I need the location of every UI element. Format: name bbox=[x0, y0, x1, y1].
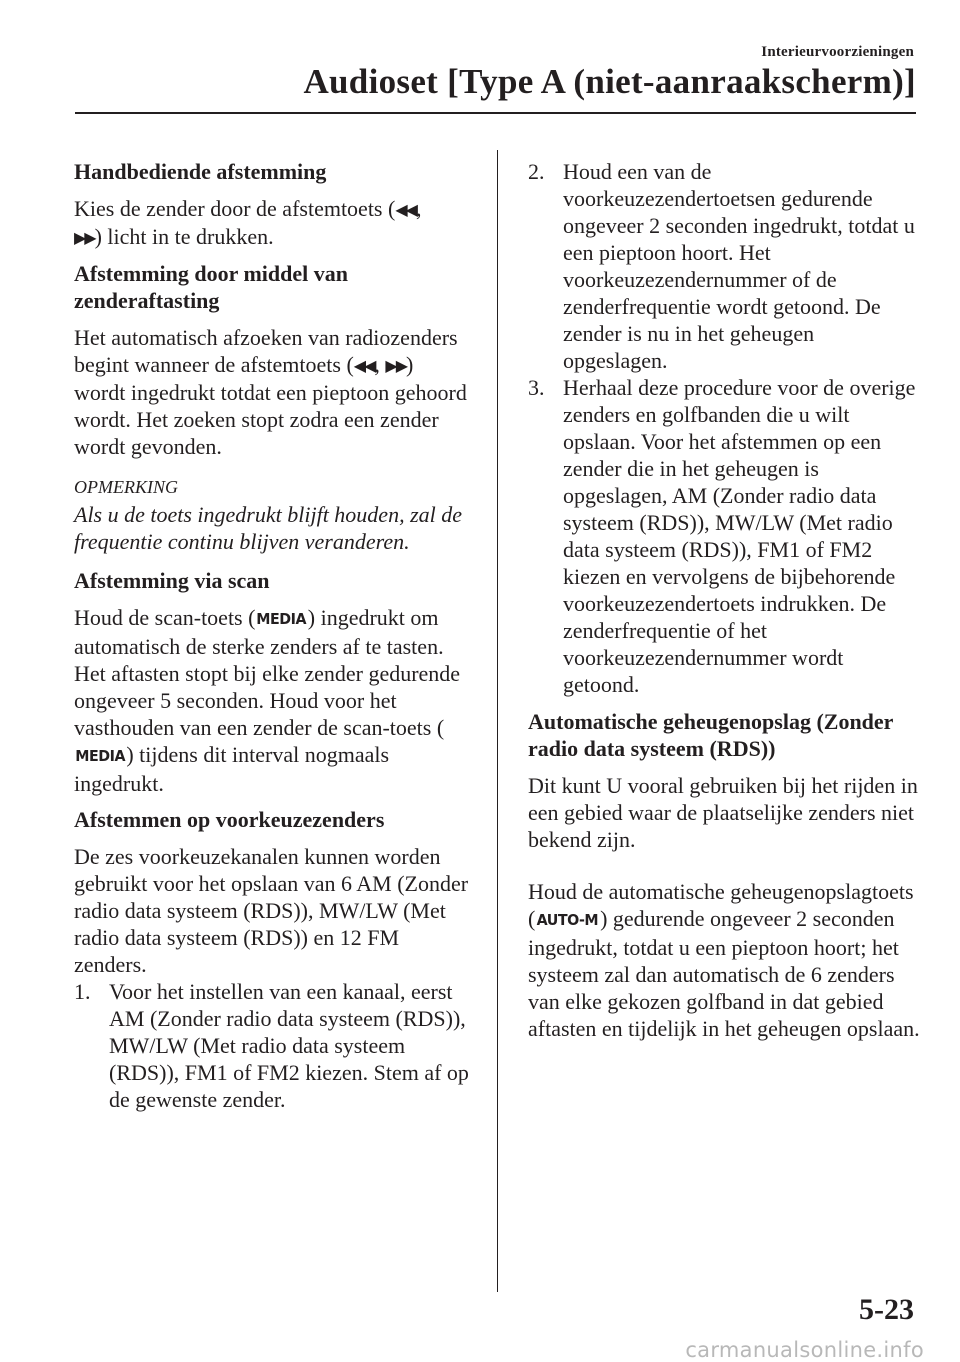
list-text: Herhaal deze procedure voor de overige zenders en golfbanden die u wilt opslaan. Voor het afstemmen op een zender die in het geheugen is opgeslagen, AM (Zonder radio data systeem (RDS)), MW/LW (Met radio data systeem (RDS)), FM1 of FM2 kiezen en vervolgens de bijbehorende voorkeuzezendertoets indrukken. De zenderfrequentie of het voorkeuzezendernummer wordt getoond. bbox=[563, 375, 916, 697]
heading-seek-tuning: Afstemming door middel van zenderaftasting bbox=[74, 261, 348, 313]
text-segment: Het automatisch afzoeken van radiozenders begint wanneer de afstemtoets ( bbox=[74, 325, 458, 377]
column-divider bbox=[497, 150, 498, 1292]
list-text: Houd een van de voorkeuzezendertoetsen gedurende ongeveer 2 seconden ingedrukt, totdat u een pieptoon hoort. Het voorkeuzezendernummer of de zenderfrequentie wordt getoond. De zender is nu in het geheugen opgeslagen. bbox=[563, 159, 915, 373]
list-number: 2. bbox=[528, 159, 545, 184]
list-text: Voor het instellen van een kanaal, eerst AM (Zonder radio data systeem (RDS)), MW/LW (Met radio data systeem (RDS)), FM1 of FM2 kiezen. Stem af op de gewenste zender. bbox=[109, 979, 469, 1112]
text-segment: Houd de automatische geheugenopslagtoets ( bbox=[528, 879, 914, 931]
text-segment: ) gedurende ongeveer 2 seconden ingedrukt, totdat u een pieptoon hoort; het systeem zal dan automatisch de 6 zenders van elke gekozen golfband in dat gebied aftasten en tijdelijk in het geheugen opslaan. bbox=[528, 906, 920, 1041]
auto-m-button-icon: AUTO-M bbox=[536, 911, 599, 929]
track-forward-icon: ▶▶ bbox=[74, 228, 95, 247]
note-text: Als u de toets ingedrukt blijft houden, zal de frequentie continu blijven veranderen. bbox=[74, 502, 463, 554]
paragraph-auto-memory-intro: Dit kunt U vooral gebruiken bij het rijden in een gebied waar de plaatselijke zenders niet bekend zijn. bbox=[528, 773, 918, 852]
page-number: 5-23 bbox=[859, 1293, 914, 1326]
right-column bbox=[528, 158, 923, 1051]
list-number: 3. bbox=[528, 375, 545, 400]
text-segment: , bbox=[415, 196, 422, 221]
text-segment: ) licht in te drukken. bbox=[94, 224, 274, 249]
section-label: Interieurvoorzieningen bbox=[761, 44, 914, 60]
text-segment: ) wordt ingedrukt totdat een pieptoon gehoord wordt. Het zoeken stopt zodra een zender wordt gevonden. bbox=[74, 352, 467, 459]
track-back-icon: ◀◀ bbox=[353, 356, 375, 375]
list-item bbox=[74, 978, 469, 1113]
heading-auto-memory: Automatische geheugenopslag (Zonder radio data systeem (RDS)) bbox=[528, 709, 894, 761]
heading-manual-tuning: Handbediende afstemming bbox=[74, 159, 327, 184]
list-number: 1. bbox=[74, 979, 91, 1004]
text-segment: ) ingedrukt om automatisch de sterke zenders af te tasten. Het aftasten stopt bij elke zender gedurende ongeveer 5 seconden. Houd voor het vasthouden van een zender de scan-toets ( bbox=[74, 605, 461, 740]
track-back-icon: ◀◀ bbox=[395, 200, 416, 219]
text-segment: Houd de scan-toets ( bbox=[74, 605, 256, 630]
left-column bbox=[74, 158, 469, 1113]
text-segment: Kies de zender door de afstemtoets ( bbox=[74, 196, 396, 221]
watermark: carmanualsonline.info bbox=[685, 1338, 924, 1362]
media-button-icon: MEDIA bbox=[75, 747, 126, 765]
note-title: OPMERKING bbox=[74, 477, 178, 497]
paragraph-auto-memory-steps bbox=[528, 878, 923, 1042]
header-rule bbox=[75, 112, 916, 114]
paragraph-scan-tuning bbox=[74, 604, 469, 797]
paragraph-preset-tuning: De zes voorkeuzekanalen kunnen worden gebruikt voor het opslaan van 6 AM (Zonder radio data systeem (RDS)), MW/LW (Met radio data systeem (RDS)) en 12 FM zenders. bbox=[74, 844, 469, 977]
list-item bbox=[528, 158, 923, 374]
track-forward-icon: ▶▶ bbox=[385, 356, 406, 375]
page-title: Audioset [Type A (niet-aanraakscherm)] bbox=[303, 62, 916, 101]
paragraph-seek-tuning bbox=[74, 324, 469, 460]
list-item bbox=[528, 374, 923, 698]
media-button-icon: MEDIA bbox=[256, 610, 307, 628]
heading-preset-tuning: Afstemmen op voorkeuzezenders bbox=[74, 807, 385, 832]
text-segment: ) tijdens dit interval nogmaals ingedrukt. bbox=[74, 742, 390, 796]
heading-scan-tuning: Afstemming via scan bbox=[74, 568, 270, 593]
paragraph-manual-tuning bbox=[74, 195, 469, 251]
spacer bbox=[528, 862, 923, 878]
text-segment: , bbox=[374, 352, 386, 377]
